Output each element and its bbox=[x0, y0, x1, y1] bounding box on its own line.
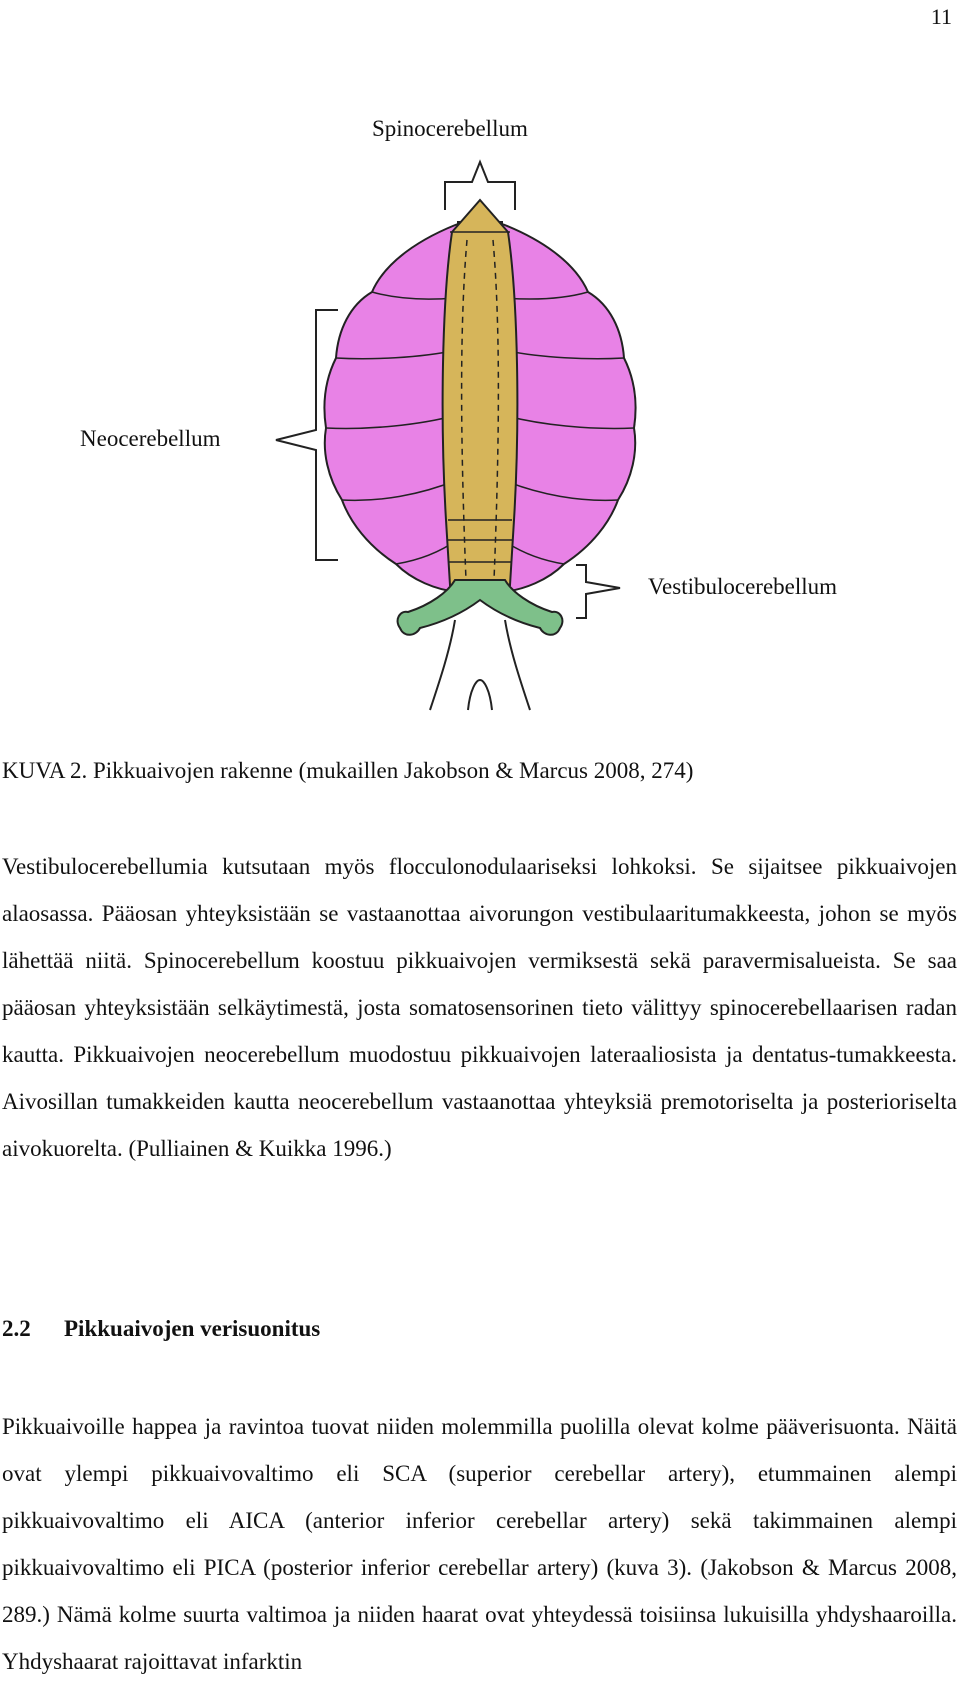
vestibulocerebellum-region bbox=[398, 580, 563, 635]
figure-caption: KUVA 2. Pikkuaivojen rakenne (mukaillen Jakobson & Marcus 2008, 274) bbox=[2, 758, 694, 783]
body-paragraph-2: Pikkuaivoille happea ja ravintoa tuovat niiden molemmilla puolilla olevat kolme pääverisuonta. Näitä ovat ylempi pikkuaivovaltimo eli SCA (superior cerebellar artery), etummainen alempi pikkuaivovaltimo eli AICA (anterior inferior cerebellar artery) sekä takimmainen alempi pikkuaivovaltimo eli PICA (posterior inferior cerebellar artery) (kuva 3). (Jakobson & Marcus 2008, 289.) Nämä kolme suurta valtimoa ja niiden haarat ovat yhteydessä toisiinsa lukuisilla yhdyshaaroilla. Yhdyshaarat rajoittavat infarktin bbox=[2, 1414, 957, 1674]
section-number: 2.2 bbox=[2, 1316, 31, 1341]
vestibulocerebellum-label: Vestibulocerebellum bbox=[648, 574, 838, 599]
cerebellum-diagram bbox=[0, 0, 960, 740]
spinocerebellum-region bbox=[443, 200, 518, 585]
spinocerebellum-label: Spinocerebellum bbox=[372, 116, 528, 141]
section-title: Pikkuaivojen verisuonitus bbox=[64, 1316, 321, 1341]
body-paragraph-1: Vestibulocerebellumia kutsutaan myös flocculonodulaariseksi lohkoksi. Se sijaitsee pikkuaivojen alaosassa. Pääosan yhteyksistään se vastaanottaa aivorungon vestibulaaritumakkeesta, johon se myös lähettää niitä. Spinocerebellum koostuu pikkuaivojen vermiksestä sekä paravermisalueista. Se saa pääosan yhteyksistään selkäytimestä, josta somatosensorinen tieto välittyy spinocerebellaarisen radan kautta. Pikkuaivojen neocerebellum muodostuu pikkuaivojen lateraaliosista ja dentatus-tumakkeesta. Aivosillan tumakkeiden kautta neocerebellum vastaanottaa yhteyksiä premotoriselta ja posterioriselta aivokuorelta. (Pulliainen & Kuikka 1996.) bbox=[2, 854, 957, 1161]
vestibulocerebellum-brace bbox=[576, 565, 620, 618]
neocerebellum-label: Neocerebellum bbox=[80, 426, 221, 451]
section-heading bbox=[2, 1316, 320, 1342]
page-number: 11 bbox=[930, 4, 952, 29]
